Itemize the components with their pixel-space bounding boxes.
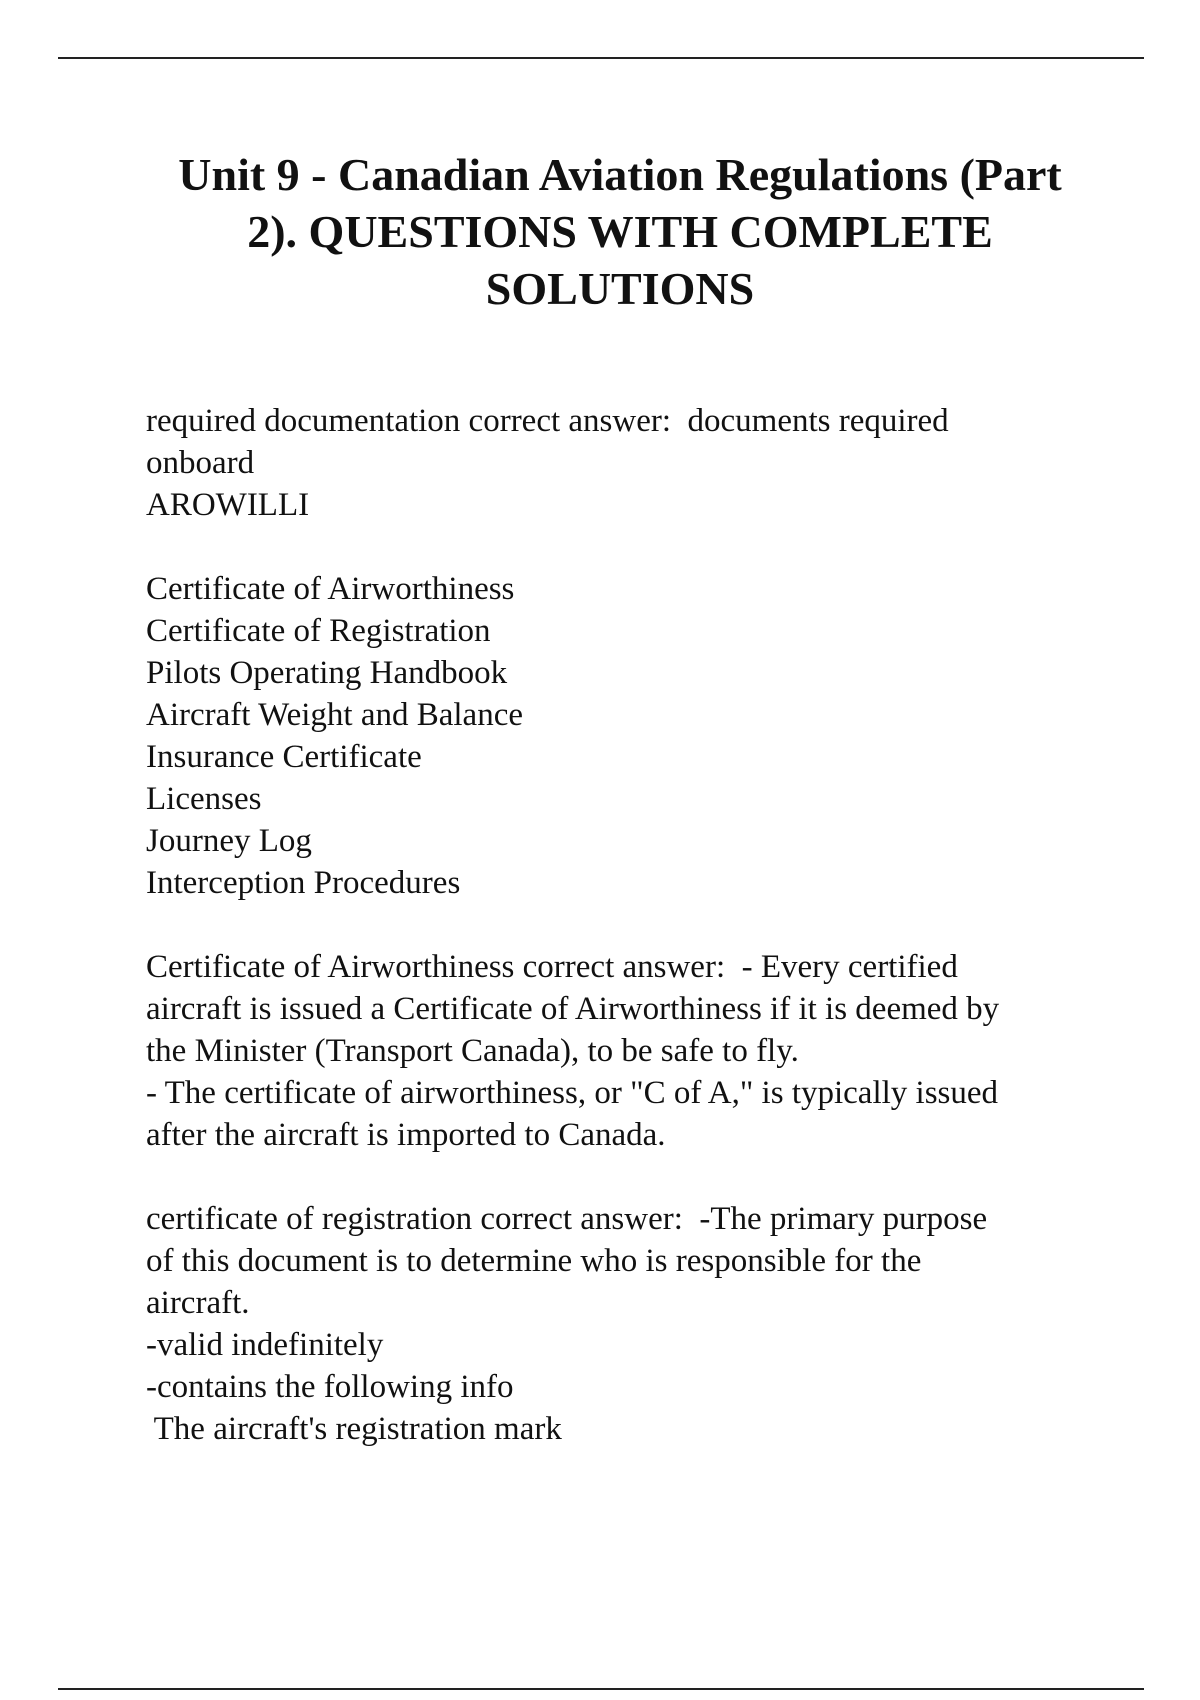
airworthiness-line-3: the Minister (Transport Canada), to be safe to fly. [146,1033,799,1069]
registration-line-3: aircraft. [146,1285,250,1321]
list-item: Interception Procedures [146,865,461,901]
registration-line-6: The aircraft's registration mark [146,1411,562,1447]
paragraph-gap [146,904,1146,946]
section-certificate-of-registration [146,1198,1146,1450]
airworthiness-line-4: - The certificate of airworthiness, or "C of A," is typically issued [146,1075,999,1111]
section-certificate-of-airworthiness [146,946,1146,1156]
bottom-rule [58,1688,1144,1690]
title-line-3: SOLUTIONS [485,263,755,314]
list-item: Journey Log [146,823,312,859]
list-item: Certificate of Registration [146,613,491,649]
paragraph-gap [146,526,1146,568]
required-docs-list [146,568,1146,904]
list-item: Pilots Operating Handbook [146,655,508,691]
list-item: Insurance Certificate [146,739,422,775]
document-body [146,400,1146,1450]
title-line-2: 2). QUESTIONS WITH COMPLETE [247,206,993,257]
list-item: Certificate of Airworthiness [146,571,515,607]
paragraph-gap [146,1156,1146,1198]
registration-line-2: of this document is to determine who is responsible for the [146,1243,922,1279]
list-item: Aircraft Weight and Balance [146,697,523,733]
airworthiness-line-2: aircraft is issued a Certificate of Airworthiness if it is deemed by [146,991,1000,1027]
title-line-1: Unit 9 - Canadian Aviation Regulations (Part [178,149,1062,200]
airworthiness-line-5: after the aircraft is imported to Canada. [146,1117,666,1153]
page-title [140,146,1100,317]
section-required-documentation [146,400,1146,526]
top-rule [58,57,1144,59]
required-docs-mnemonic: AROWILLI [146,487,310,523]
required-docs-line-1: required documentation correct answer: documents required [146,403,949,439]
list-item: Licenses [146,781,262,817]
registration-line-1: certificate of registration correct answer: -The primary purpose [146,1201,988,1237]
required-docs-line-2: onboard [146,445,255,481]
registration-line-5: -contains the following info [146,1369,514,1405]
registration-line-4: -valid indefinitely [146,1327,384,1363]
airworthiness-line-1: Certificate of Airworthiness correct answer: - Every certified [146,949,958,985]
